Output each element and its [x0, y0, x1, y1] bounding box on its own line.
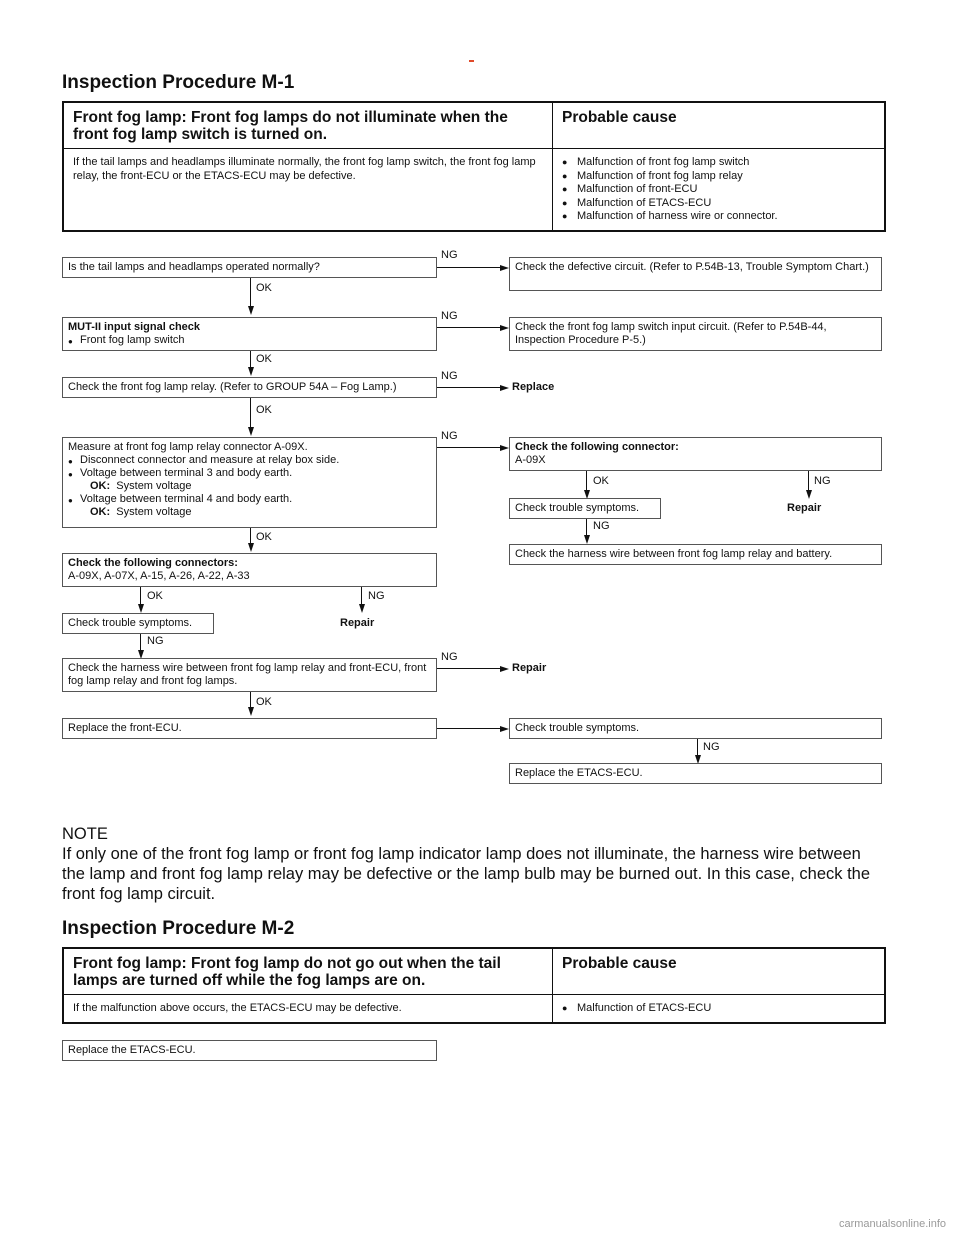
flow-repair: Repair: [340, 617, 375, 629]
flow-ng-switch-circuit: [509, 317, 882, 351]
ok-condition: [68, 480, 431, 493]
arrow-right: [500, 445, 509, 451]
connector-line: [140, 587, 141, 605]
m1-info-table: [62, 101, 886, 232]
ng-label: NG: [147, 635, 164, 647]
step-text: Check trouble symptoms.: [515, 502, 640, 514]
connector-line: [437, 267, 501, 268]
step-text: Replace the ETACS-ECU.: [68, 1044, 196, 1056]
connector-line: [250, 398, 251, 428]
connector-line: [697, 739, 698, 756]
flow-step-measure-relay: [62, 437, 437, 528]
cause-item: ● Malfunction of front fog lamp relay: [562, 170, 875, 184]
step-text: Replace the ETACS-ECU.: [515, 767, 643, 779]
flow-check-trouble-symptoms: [509, 498, 661, 519]
flow-step-tail-lamps: [62, 257, 437, 278]
step-text: Check the front fog lamp switch input circuit. (Refer to P.54B-44, Inspection Procedure P-5.): [515, 321, 827, 346]
flow-step-replace-front-ecu: [62, 718, 437, 739]
note-block: [62, 824, 884, 904]
arrow-down: [248, 306, 254, 315]
section-title-m1: Inspection Procedure M-1: [62, 72, 295, 93]
m1-symptom: Front fog lamp: Front fog lamps do not illuminate when the front fog lamp switch is turned on.: [63, 102, 553, 149]
step-text: Is the tail lamps and headlamps operated normally?: [68, 261, 320, 273]
ok-value: System voltage: [116, 506, 192, 518]
step-text: Check trouble symptoms.: [68, 617, 193, 629]
m2-replace-etacs-ecu: [62, 1040, 437, 1061]
step-bullet: ● Voltage between terminal 3 and body earth.: [68, 467, 431, 480]
ng-label: NG: [368, 590, 385, 602]
flow-repair: Repair: [787, 502, 822, 514]
ok-label: OK: [256, 404, 272, 416]
step-bullet: ● Disconnect connector and measure at relay box side.: [68, 454, 431, 467]
step-text: A-09X, A-07X, A-15, A-26, A-22, A-33: [68, 570, 250, 582]
flow-check-harness-battery: [509, 544, 882, 565]
m2-info-table: [62, 947, 886, 1024]
connector-line: [140, 634, 141, 651]
cause-item: ● Malfunction of harness wire or connector.: [562, 210, 875, 224]
ng-label: NG: [441, 651, 458, 663]
m1-probable-cause-heading: Probable cause: [553, 102, 886, 149]
ng-label: NG: [441, 249, 458, 261]
step-text: Check the defective circuit. (Refer to P.54B-13, Trouble Symptom Chart.): [515, 261, 869, 273]
flow-ng-defective-circuit: [509, 257, 882, 291]
step-text: Check the harness wire between front fog lamp relay and battery.: [515, 548, 833, 560]
section-title-m2: Inspection Procedure M-2: [62, 918, 295, 939]
step-text: Check the front fog lamp relay. (Refer to GROUP 54A – Fog Lamp.): [68, 381, 397, 393]
arrow-right: [500, 666, 509, 672]
step-bullet: ● Voltage between terminal 4 and body earth.: [68, 493, 431, 506]
flow-step-check-harness-ecu: [62, 658, 437, 692]
arrow-down: [359, 604, 365, 613]
cause-item: ● Malfunction of front fog lamp switch: [562, 156, 875, 170]
arrow-down: [248, 427, 254, 436]
connector-line: [437, 327, 501, 328]
arrow-right: [500, 265, 509, 271]
connector-line: [437, 728, 501, 729]
connector-line: [437, 387, 501, 388]
cause-item: ● Malfunction of front-ECU: [562, 183, 875, 197]
flow-step-check-connectors: [62, 553, 437, 587]
connector-line: [250, 692, 251, 708]
ok-label: OK: [256, 282, 272, 294]
arrow-down: [248, 707, 254, 716]
arrow-down: [248, 367, 254, 376]
ng-label: NG: [703, 741, 720, 753]
step-title: Measure at front fog lamp relay connector A-09X.: [68, 441, 308, 453]
arrow-down: [584, 535, 590, 544]
step-bullet: ● Front fog lamp switch: [68, 334, 431, 347]
connector-line: [437, 668, 501, 669]
ok-label: OK: [256, 531, 272, 543]
step-title: MUT-II input signal check: [68, 321, 201, 333]
m2-description: If the malfunction above occurs, the ETACS-ECU may be defective.: [63, 995, 553, 1023]
ok-label: OK: [593, 475, 609, 487]
ng-label: NG: [441, 370, 458, 382]
arrow-down: [138, 604, 144, 613]
step-title: Check the following connectors:: [68, 557, 238, 569]
connector-line: [808, 471, 809, 491]
step-text: A-09X: [515, 454, 546, 466]
ng-label: NG: [441, 310, 458, 322]
connector-line: [586, 471, 587, 491]
ng-label: NG: [593, 520, 610, 532]
connector-line: [361, 587, 362, 605]
flow-check-trouble-symptoms: [509, 718, 882, 739]
watermark: carmanualsonline.info: [838, 1218, 946, 1230]
step-text: Check the harness wire between front fog lamp relay and front-ECU, front fog lamp relay and front fog lamps.: [68, 662, 427, 687]
cause-item: ● Malfunction of ETACS-ECU: [562, 1002, 875, 1016]
step-title: Check the following connector:: [515, 441, 679, 453]
flow-ng-replace: Replace: [512, 381, 555, 393]
note-label: NOTE: [62, 825, 108, 843]
ok-key: OK:: [90, 506, 111, 518]
ok-label: OK: [256, 696, 272, 708]
flow-repair: Repair: [512, 662, 547, 674]
ok-value: System voltage: [116, 480, 192, 492]
m1-description: If the tail lamps and headlamps illuminate normally, the front fog lamp switch, the front fog lamp relay, the front-ECU or the ETACS-ECU may be defective.: [63, 149, 553, 231]
flow-replace-etacs-ecu: [509, 763, 882, 784]
arrow-down: [248, 543, 254, 552]
ok-label: OK: [147, 590, 163, 602]
m1-causes: [553, 149, 886, 231]
ok-condition: [68, 506, 431, 519]
arrow-right: [500, 726, 509, 732]
arrow-down: [806, 490, 812, 499]
m2-symptom: Front fog lamp: Front fog lamp do not go out when the tail lamps are turned off while the fog lamps are on.: [63, 948, 553, 995]
step-text: Replace the front-ECU.: [68, 722, 182, 734]
flow-step-relay-check: [62, 377, 437, 398]
ok-label: OK: [256, 353, 272, 365]
m2-causes: [553, 995, 886, 1023]
ok-key: OK:: [90, 480, 111, 492]
connector-line: [437, 447, 501, 448]
flow-ng-check-connector: [509, 437, 882, 471]
arrow-right: [500, 325, 509, 331]
connector-line: [250, 351, 251, 368]
ng-label: NG: [814, 475, 831, 487]
arrow-right: [500, 385, 509, 391]
m2-probable-cause-heading: Probable cause: [553, 948, 886, 995]
flow-check-trouble-symptoms: [62, 613, 214, 634]
header-dash: [469, 60, 474, 62]
step-text: Check trouble symptoms.: [515, 722, 640, 734]
note-text: If only one of the front fog lamp or front fog lamp indicator lamp does not illuminate, the harness wire between the lamp and front fog lamp relay may be defective or the lamp bulb may be burned out. In this case, check the front fog lamp circuit.: [62, 845, 871, 903]
connector-line: [250, 528, 251, 544]
flow-step-mut-check: [62, 317, 437, 351]
connector-line: [586, 519, 587, 536]
connector-line: [250, 278, 251, 308]
ng-label: NG: [441, 430, 458, 442]
cause-item: ● Malfunction of ETACS-ECU: [562, 197, 875, 211]
